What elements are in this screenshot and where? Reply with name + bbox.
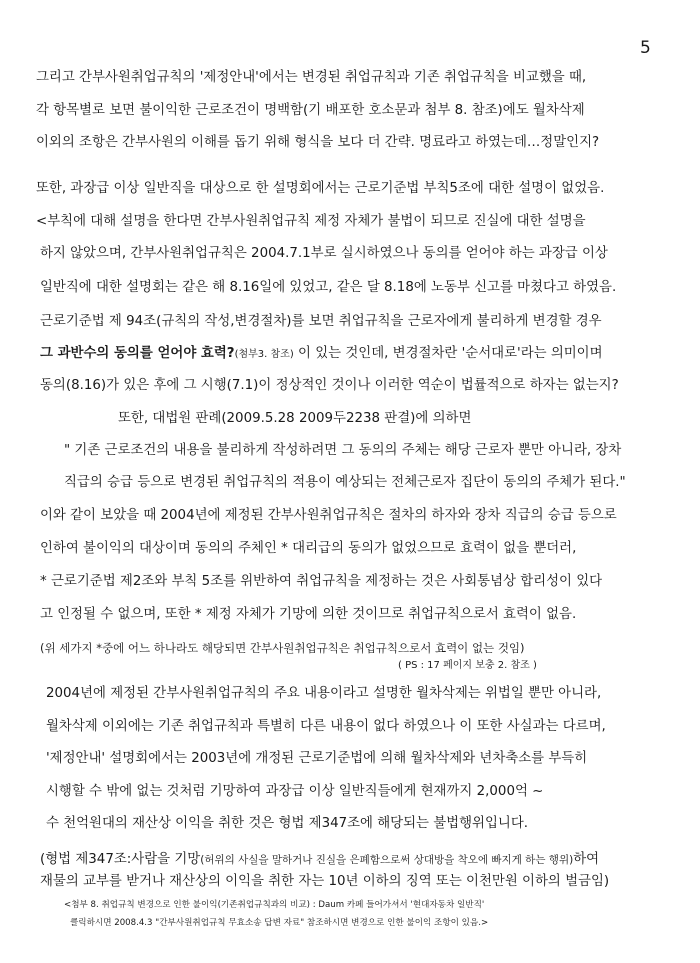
text-line: 수 천억원대의 재산상 이익을 취한 것은 형법 제347조에 해당되는 불법행위입니다.: [46, 816, 529, 831]
text-line: 직급의 승급 등으로 변경된 취업규칙의 적용이 예상되는 전체근로자 집단이 동의의 주체가 된다.": [64, 475, 626, 490]
text-line: '제정안내' 설명회에서는 2003년에 개정된 근로기준법에 의해 월차삭제와 년차축소를 부득히: [46, 751, 588, 766]
text-line: 근로기준법 제 94조(규칙의 작성,변경절차)를 보면 취업규칙을 근로자에게 불리하게 변경할 경우: [40, 314, 602, 329]
text-line: 시행할 수 밖에 없는 것처럼 기망하여 과장급 이상 일반직들에게 현재까지 2,000억 ~: [46, 784, 544, 799]
consent-phrase: 그 과반수의 동의를 얻어야 효력?: [40, 346, 235, 361]
text-line: * 근로기준법 제2조와 부칙 5조를 위반하여 취업규칙을 제정하는 것은 사회통념상 합리성이 있다: [40, 574, 603, 589]
text-line: " 기존 근로조건의 내용을 불리하게 작성하려면 그 동의의 주체는 해당 근로자 뿐만 아니라, 장차: [64, 443, 622, 458]
footnote-line: 클릭하시면 2008.4.3 "간부사원취업규칙 무효소송 답변 자료" 참조하시면 변경으로 인한 불이익 조항이 있음.>: [70, 918, 489, 928]
ps-note: ( PS : 17 페이지 보충 2. 참조 ): [398, 660, 537, 671]
page-number: 5: [640, 38, 651, 58]
footnote-line: <첨부 8. 취업규칙 변경으로 인한 불이익(기존취업규칙과의 비교) : Daum 카페 들어가셔서 '현대자동차 일반직': [64, 900, 485, 910]
text-line: [40, 346, 603, 363]
text-line: 또한, 과장급 이상 일반직을 대상으로 한 설명회에서는 근로기준법 부칙5조에 대한 설명이 없었음.: [36, 181, 605, 196]
text-line: <부칙에 대해 설명을 한다면 간부사원취업규칙 제정 자체가 불법이 되므로 진실에 대한 설명을: [36, 214, 586, 229]
text-line: 일반직에 대한 설명회는 같은 해 8.16일에 있었고, 같은 달 8.18에 노동부 신고를 마쳤다고 하였음.: [40, 280, 617, 295]
text-line: 그리고 간부사원취업규칙의 '제정안내'에서는 변경된 취업규칙과 기존 취업규칙을 비교했을 때,: [36, 70, 587, 85]
text-line: 월차삭제 이외에는 기존 취업규칙과 특별히 다른 내용이 없다 하였으나 이 또한 사실과는 다르며,: [46, 719, 606, 734]
text-line: 각 항목별로 보면 불이익한 근로조건이 명백함(기 배포한 호소문과 첨부 8. 참조)에도 월차삭제: [36, 103, 585, 118]
text-segment: (형법 제347조:사람을 기망: [40, 852, 201, 867]
text-line: [40, 852, 599, 868]
text-line: 또한, 대법원 판례(2009.5.28 2009두2238 판결)에 의하면: [118, 411, 472, 426]
text-line: 이와 같이 보았을 때 2004년에 제정된 간부사원취업규칙은 절차의 하자와 장차 직급의 승급 등으로: [40, 508, 617, 523]
parenthetical-note: (위 세가지 *중에 어느 하나라도 해당되면 간부사원취업규칙은 취업규칙으로서 효력이 없는 것임): [40, 641, 525, 655]
text-line: 2004년에 제정된 간부사원취업규칙의 주요 내용이라고 설명한 월차삭제는 위법일 뿐만 아니라,: [46, 686, 602, 701]
text-line: 하지 않았으며, 간부사원취업규칙은 2004.7.1부로 실시하였으나 동의를 얻어야 하는 과장급 이상: [40, 246, 608, 261]
text-line: 고 인정될 수 없으며, 또한 * 제정 자체가 기망에 의한 것이므로 취업규칙으로서 효력이 없음.: [40, 607, 577, 622]
definition-note: (허위의 사실을 말하거나 진실을 은폐함으로써 상대방을 착오에 빠지게 하는 행위): [200, 854, 574, 866]
text-line: 재물의 교부를 받거나 재산상의 이익을 취한 자는 10년 이하의 징역 또는 이천만원 이하의 벌금임): [40, 874, 610, 889]
text-segment: 하여: [573, 852, 600, 867]
text-segment: 이 있는 것인데, 변경절차란 '순서대로'라는 의미이며: [298, 346, 603, 361]
reference-note: (첨부3. 참조): [234, 349, 294, 360]
text-line: 인하여 불이익의 대상이며 동의의 주체인 * 대리급의 동의가 없었으므로 효력이 없을 뿐더러,: [40, 541, 577, 556]
text-line: 동의(8.16)가 있은 후에 그 시행(7.1)이 정상적인 것이나 이러한 역순이 법률적으로 하자는 없는지?: [40, 378, 619, 393]
text-line: 이외의 조항은 간부사원의 이해를 돕기 위해 형식을 보다 더 간략. 명료라고 하였는데…정말인지?: [36, 135, 600, 150]
